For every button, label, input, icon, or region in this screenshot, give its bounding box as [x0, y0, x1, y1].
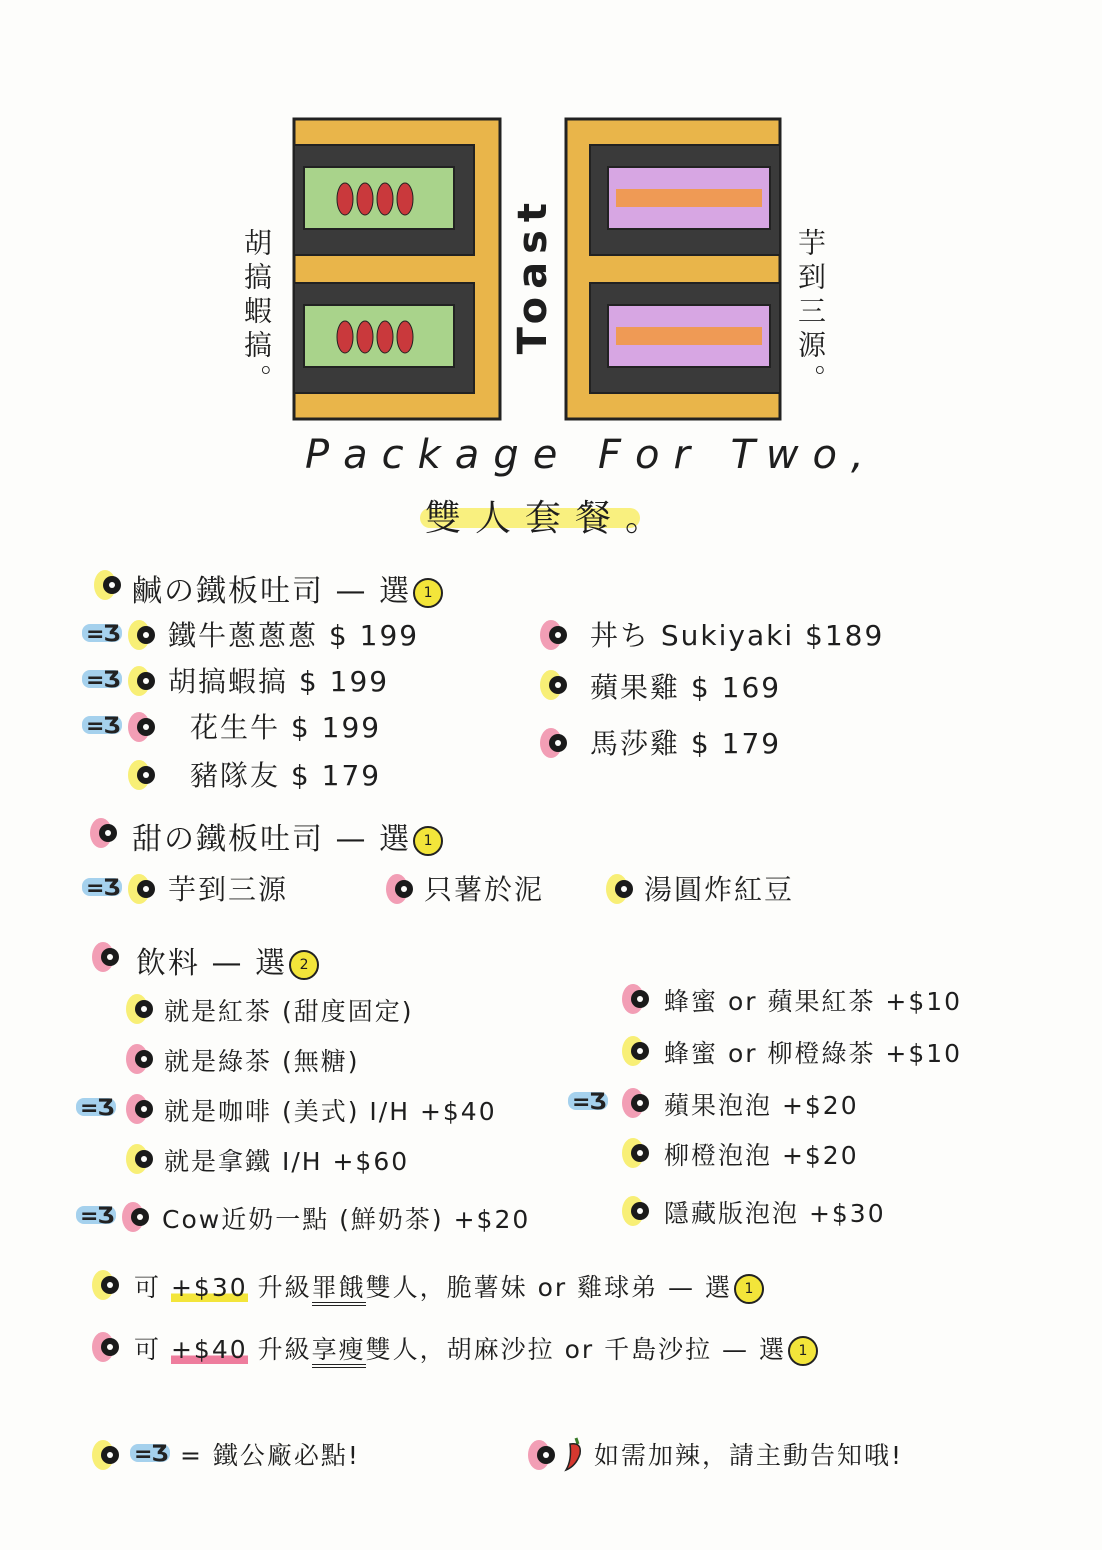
- bullet-icon: [96, 820, 122, 846]
- upgrade-count: 1: [734, 1274, 764, 1304]
- sweet-item: 芋到三源: [168, 873, 289, 906]
- recommend-mark: =Ʒ: [572, 1090, 605, 1115]
- bullet-icon: [546, 622, 572, 648]
- package-caption: Package For Two,: [305, 432, 878, 478]
- upgrade-tier: 罪餓: [312, 1273, 366, 1306]
- bullet-icon: [628, 1038, 654, 1064]
- drink-item: 就是紅茶 (甜度固定): [164, 997, 414, 1026]
- savory-heading-text: 鹹の鐵板吐司 — 選: [132, 574, 412, 609]
- chili-pepper-icon: [562, 1436, 586, 1472]
- sweet-heading: [132, 814, 443, 858]
- drinks-heading-text: 飲料 — 選: [136, 946, 288, 981]
- toast-box-text: Toast: [510, 195, 556, 355]
- drink-item: 隱藏版泡泡 +$30: [664, 1199, 886, 1228]
- bullet-icon: [100, 572, 126, 598]
- legend-note: = 鐵公廠必點!: [180, 1441, 360, 1470]
- drink-item: 就是咖啡 (美式) I/H +$40: [164, 1097, 497, 1126]
- sweet-item: 只薯於泥: [424, 873, 545, 906]
- drink-item: Cow近奶一點 (鮮奶茶) +$20: [162, 1205, 531, 1234]
- savory-item: 豬隊友 $ 179: [190, 759, 382, 792]
- recommend-mark: =Ʒ: [86, 668, 119, 693]
- savory-count: 1: [413, 578, 443, 608]
- drink-item: 蜂蜜 or 蘋果紅茶 +$10: [664, 987, 963, 1016]
- bullet-icon: [98, 1442, 124, 1468]
- bullet-icon: [132, 1096, 158, 1122]
- bullet-icon: [134, 668, 160, 694]
- bullet-icon: [132, 996, 158, 1022]
- upgrade-line: 可 +$30 升級罪餓雙人，脆薯妹 or 雞球弟 — 選 1: [134, 1268, 764, 1304]
- recommend-mark: =Ʒ: [80, 1096, 113, 1121]
- savory-item: 鐵牛蔥蔥蔥 $ 199: [168, 619, 420, 652]
- bullet-icon: [628, 1140, 654, 1166]
- upgrade-count: 1: [788, 1336, 818, 1366]
- left-item-label: 胡搞蝦搞。: [240, 228, 273, 398]
- sweet-count: 1: [413, 826, 443, 856]
- savory-right-item: 丼ち Sukiyaki $189: [590, 619, 885, 652]
- drink-item: 就是拿鐵 I/H +$60: [164, 1147, 410, 1176]
- toast-illustration: [290, 115, 790, 425]
- savory-heading: [132, 566, 443, 610]
- bullet-icon: [534, 1442, 560, 1468]
- bullet-icon: [128, 1204, 154, 1230]
- bullet-icon: [546, 672, 572, 698]
- sweet-heading-text: 甜の鐵板吐司 — 選: [132, 822, 412, 857]
- recommend-mark: =Ʒ: [86, 876, 119, 901]
- upgrade-amount: +$40: [170, 1335, 248, 1364]
- recommend-mark: =Ʒ: [80, 1204, 113, 1229]
- drink-item: 蜂蜜 or 柳橙綠茶 +$10: [664, 1039, 963, 1068]
- bullet-icon: [628, 1198, 654, 1224]
- recommend-mark: =Ʒ: [86, 714, 119, 739]
- spicy-note: 如需加辣，請主動告知哦!: [594, 1441, 904, 1470]
- savory-right-item: 蘋果雞 $ 169: [590, 671, 782, 704]
- bullet-icon: [628, 986, 654, 1012]
- bullet-icon: [134, 762, 160, 788]
- savory-item: 胡搞蝦搞 $ 199: [168, 665, 390, 698]
- bullet-icon: [628, 1090, 654, 1116]
- bullet-icon: [98, 1334, 124, 1360]
- bullet-icon: [134, 622, 160, 648]
- savory-right-item: 馬莎雞 $ 179: [590, 727, 782, 760]
- bullet-icon: [98, 1272, 124, 1298]
- drink-item: 蘋果泡泡 +$20: [664, 1091, 859, 1120]
- bullet-icon: [98, 944, 124, 970]
- bullet-icon: [392, 876, 418, 902]
- page-title: 雙人套餐。: [425, 498, 676, 539]
- bullet-icon: [546, 730, 572, 756]
- sweet-item: 湯圓炸紅豆: [644, 873, 795, 906]
- bullet-icon: [612, 876, 638, 902]
- recommend-mark: =Ʒ: [134, 1442, 167, 1467]
- upgrade-tier: 享瘦: [312, 1335, 366, 1368]
- drink-item: 就是綠茶 (無糖): [164, 1047, 360, 1076]
- upgrade-amount: +$30: [170, 1273, 248, 1302]
- recommend-mark: =Ʒ: [86, 622, 119, 647]
- drinks-heading: [136, 938, 319, 982]
- drinks-count: 2: [289, 950, 319, 980]
- savory-item: 花生牛 $ 199: [190, 711, 382, 744]
- drink-item: 柳橙泡泡 +$20: [664, 1141, 859, 1170]
- upgrade-line: 可 +$40 升級享瘦雙人，胡麻沙拉 or 千島沙拉 — 選 1: [134, 1330, 818, 1366]
- bullet-icon: [134, 876, 160, 902]
- right-item-label: 芋到三源。: [794, 228, 827, 398]
- bullet-icon: [132, 1146, 158, 1172]
- bullet-icon: [134, 714, 160, 740]
- bullet-icon: [132, 1046, 158, 1072]
